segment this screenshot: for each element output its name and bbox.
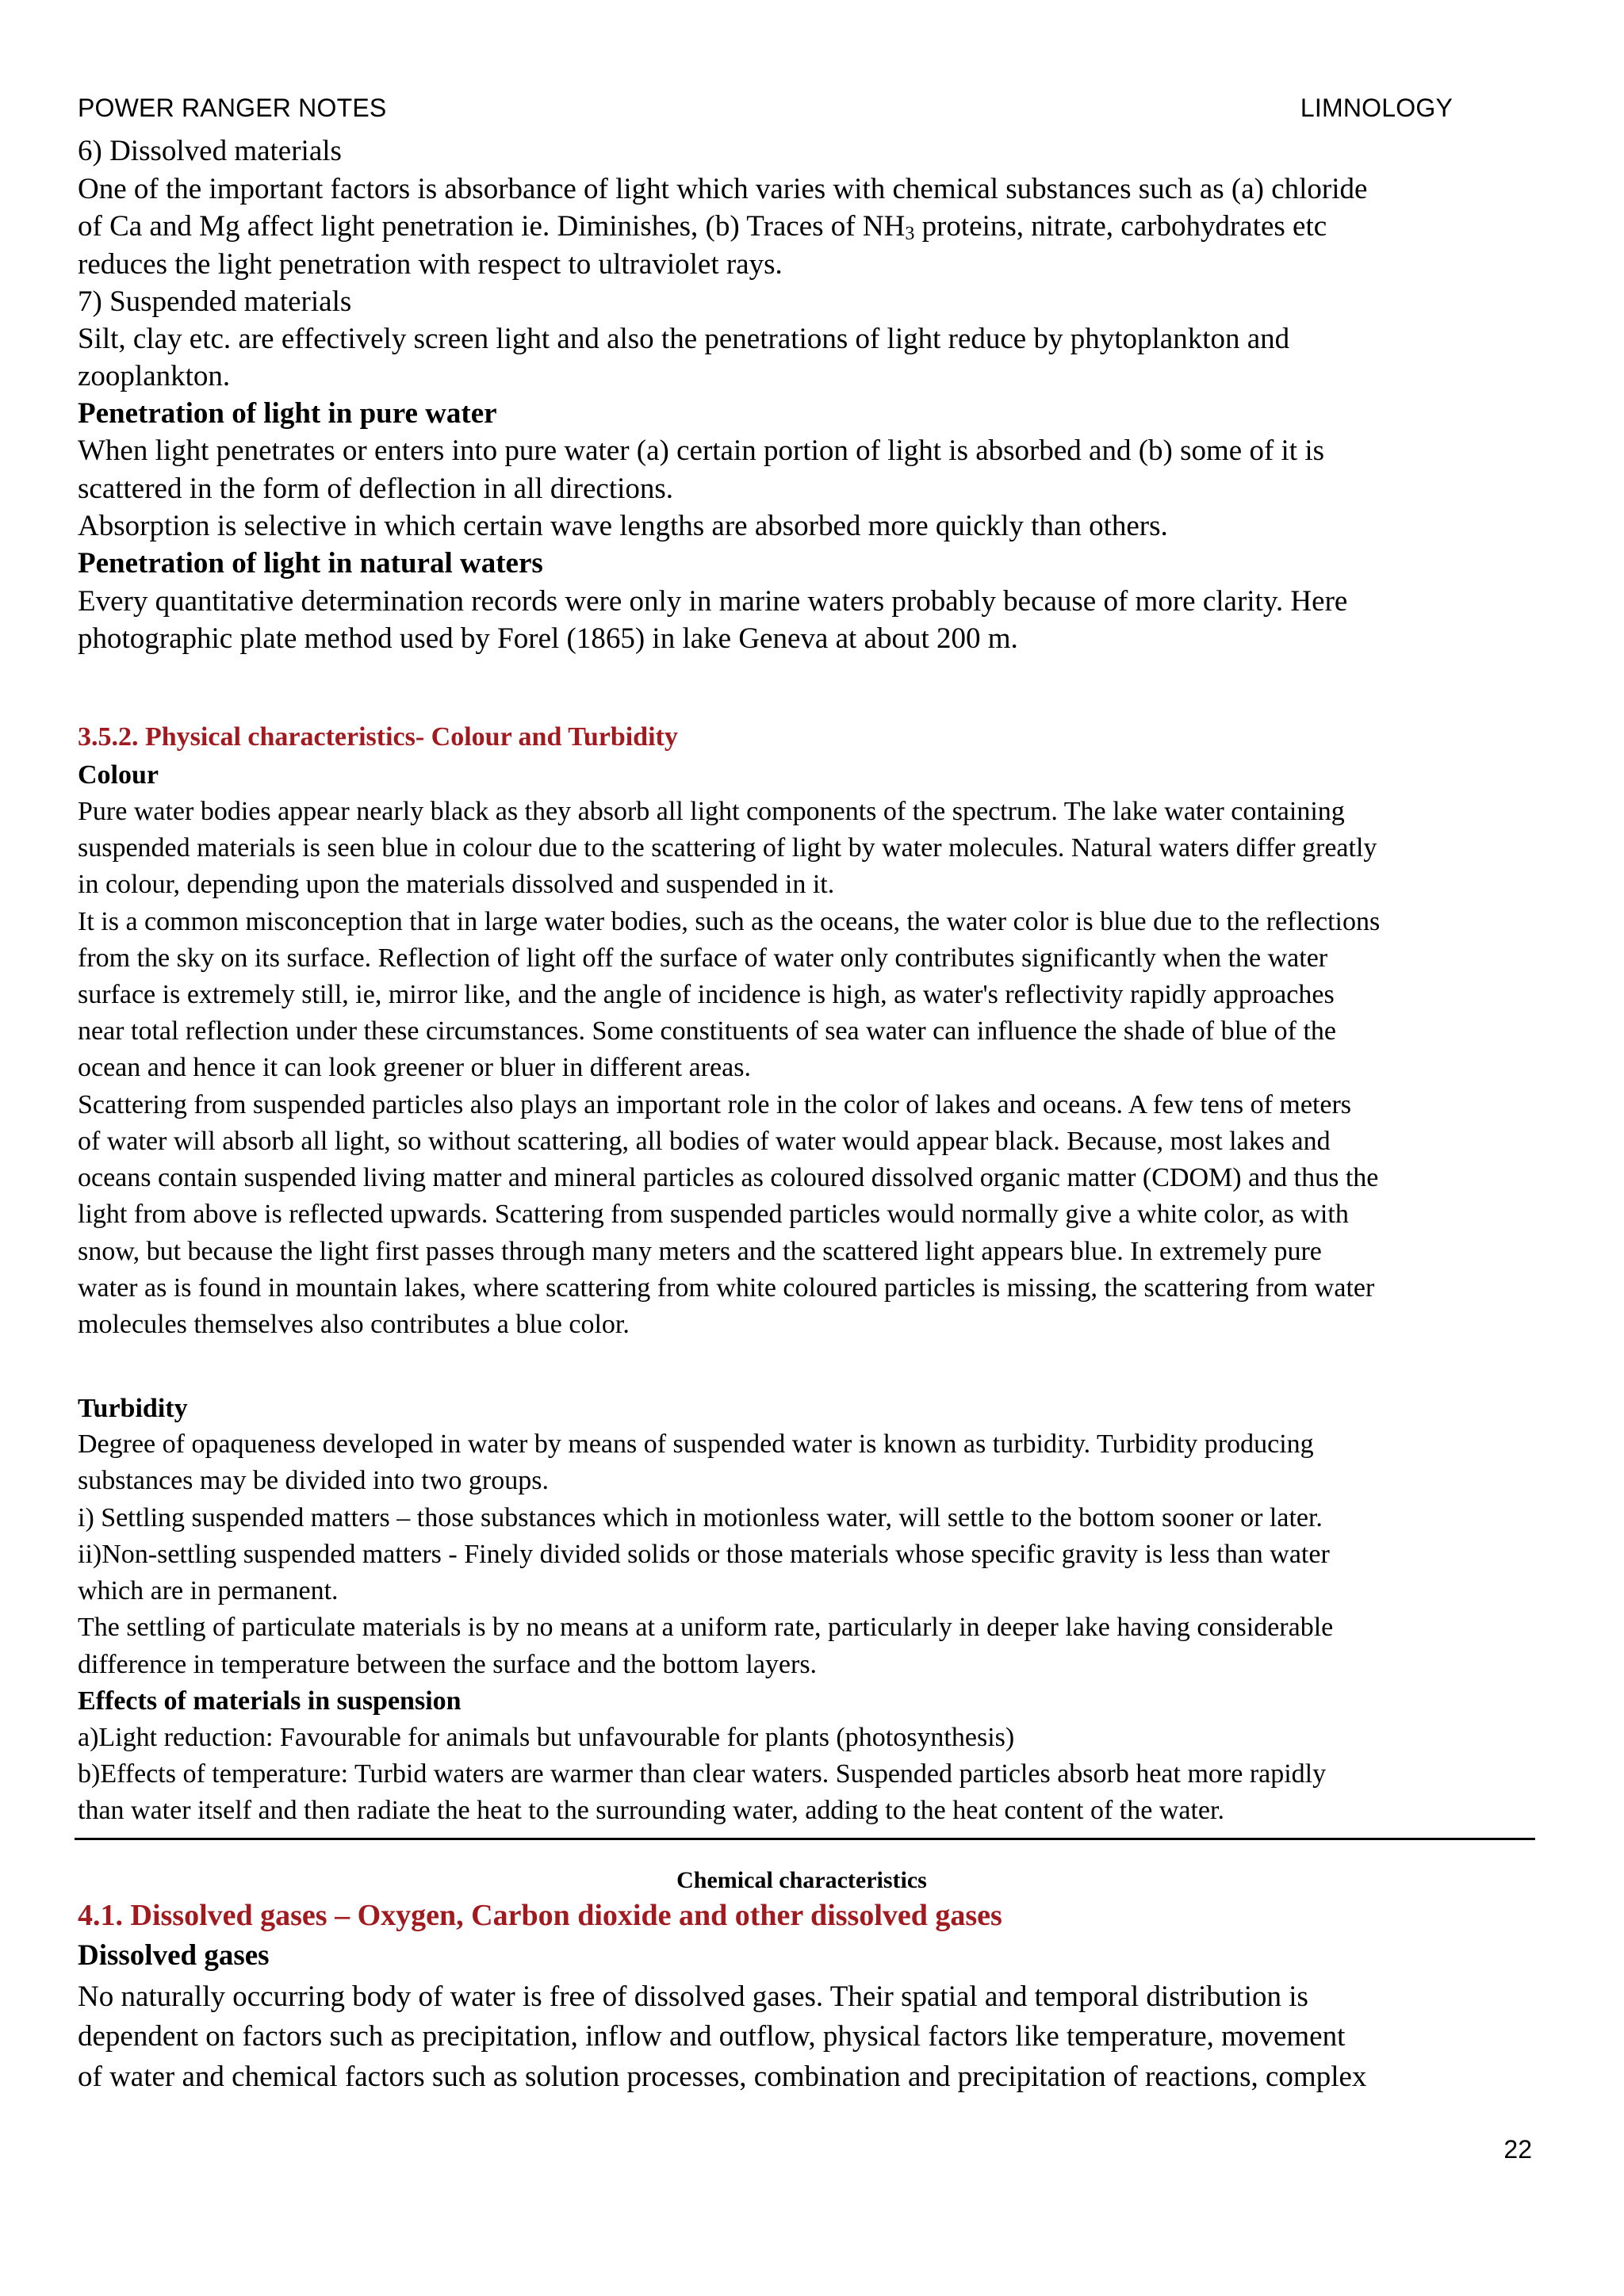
paragraph-line: ii)Non-settling suspended matters - Finely divided solids or those materials whose specific gravity is less than water xyxy=(78,1540,1330,1569)
paragraph-line: No naturally occurring body of water is free of dissolved gases. Their spatial and temporal distribution is xyxy=(78,1980,1308,2013)
page-number: 22 xyxy=(1503,2135,1532,2164)
paragraph-line: One of the important factors is absorbance of light which varies with chemical substances such as (a) chloride xyxy=(78,173,1368,205)
section-title-physical: 3.5.2. Physical characteristics- Colour and Turbidity xyxy=(78,722,678,752)
paragraph-line: It is a common misconception that in large water bodies, such as the oceans, the water color is blue due to the reflections xyxy=(78,907,1381,936)
paragraph-line: b)Effects of temperature: Turbid waters are warmer than clear waters. Suspended particles absorb heat more rapidly xyxy=(78,1759,1327,1789)
heading-pure-water: Penetration of light in pure water xyxy=(78,397,497,430)
paragraph-line: difference in temperature between the surface and the bottom layers. xyxy=(78,1650,818,1679)
paragraph-line: photographic plate method used by Forel (1865) in lake Geneva at about 200 m. xyxy=(78,622,1018,655)
item-suspended-materials: 7) Suspended materials xyxy=(78,285,352,318)
paragraph-line: substances may be divided into two groups. xyxy=(78,1466,549,1495)
paragraph-line: zooplankton. xyxy=(78,360,231,392)
paragraph-line: Scattering from suspended particles also plays an important role in the color of lakes and oceans. A few tens of meters xyxy=(78,1090,1352,1119)
paragraph-line: from the sky on its surface. Reflection of light off the surface of water only contributes significantly when the water xyxy=(78,943,1328,973)
paragraph-line: than water itself and then radiate the heat to the surrounding water, adding to the heat content of the water. xyxy=(78,1796,1224,1825)
section-title-dissolved-gases: 4.1. Dissolved gases – Oxygen, Carbon dioxide and other dissolved gases xyxy=(78,1899,1002,1932)
heading-turbidity: Turbidity xyxy=(78,1394,188,1423)
paragraph-line: oceans contain suspended living matter and mineral particles as coloured dissolved organic matter (CDOM) and thus the xyxy=(78,1163,1379,1192)
paragraph-line: a)Light reduction: Favourable for animals but unfavourable for plants (photosynthesis) xyxy=(78,1723,1015,1752)
paragraph-line: which are in permanent. xyxy=(78,1576,339,1605)
running-header-right: LIMNOLOGY xyxy=(1300,94,1453,122)
paragraph-line: in colour, depending upon the materials dissolved and suspended in it. xyxy=(78,870,835,899)
paragraph-line: of water will absorb all light, so without scattering, all bodies of water would appear black. Because, most lakes and xyxy=(78,1127,1331,1156)
paragraph-line: ocean and hence it can look greener or bluer in different areas. xyxy=(78,1053,751,1082)
heading-effects: Effects of materials in suspension xyxy=(78,1686,462,1716)
paragraph-line: i) Settling suspended matters – those substances which in motionless water, will settle to the bottom sooner or later. xyxy=(78,1503,1323,1533)
item-dissolved-materials: 6) Dissolved materials xyxy=(78,135,342,167)
paragraph-line: reduces the light penetration with respect to ultraviolet rays. xyxy=(78,248,783,281)
paragraph-line: Every quantitative determination records were only in marine waters probably because of more clarity. Here xyxy=(78,585,1348,618)
paragraph-line: When light penetrates or enters into pure water (a) certain portion of light is absorbed and (b) some of it is xyxy=(78,434,1325,467)
paragraph-line: Degree of opaqueness developed in water by means of suspended water is known as turbidity. Turbidity producing xyxy=(78,1429,1314,1459)
paragraph-line: snow, but because the light first passes through many meters and the scattered light appears blue. In extremely pure xyxy=(78,1237,1322,1266)
paragraph-line: of water and chemical factors such as solution processes, combination and precipitation of reactions, complex xyxy=(78,2061,1367,2093)
paragraph-line: Absorption is selective in which certain wave lengths are absorbed more quickly than others. xyxy=(78,510,1168,542)
paragraph-line: dependent on factors such as precipitation, inflow and outflow, physical factors like temperature, movement xyxy=(78,2020,1346,2053)
horizontal-rule xyxy=(75,1838,1535,1840)
paragraph-line: of Ca and Mg affect light penetration ie. Diminishes, (b) Traces of $NH_3$ proteins, nitrate, carbohydrates etc xyxy=(78,210,1327,244)
heading-natural-waters: Penetration of light in natural waters xyxy=(78,547,543,580)
paragraph-line: Pure water bodies appear nearly black as they absorb all light components of the spectrum. The lake water containing xyxy=(78,797,1345,826)
paragraph-line: near total reflection under these circumstances. Some constituents of sea water can influence the shade of blue of the xyxy=(78,1016,1336,1046)
paragraph-line: water as is found in mountain lakes, where scattering from white coloured particles is missing, the scattering from water xyxy=(78,1273,1375,1303)
centered-heading-chemical: Chemical characteristics xyxy=(676,1867,927,1893)
running-header-left: POWER RANGER NOTES xyxy=(78,94,387,122)
paragraph-line: surface is extremely still, ie, mirror like, and the angle of incidence is high, as water's reflectivity rapidly approaches xyxy=(78,980,1335,1009)
paragraph-line: suspended materials is seen blue in colour due to the scattering of light by water molecules. Natural waters differ greatly xyxy=(78,833,1377,863)
paragraph-line: light from above is reflected upwards. Scattering from suspended particles would normally give a white color, as with xyxy=(78,1200,1349,1229)
paragraph-line: molecules themselves also contributes a blue color. xyxy=(78,1310,630,1339)
paragraph-line: scattered in the form of deflection in all directions. xyxy=(78,473,674,505)
paragraph-line: Silt, clay etc. are effectively screen light and also the penetrations of light reduce by phytoplankton and xyxy=(78,323,1290,355)
paragraph-line: The settling of particulate materials is by no means at a uniform rate, particularly in deeper lake having considerable xyxy=(78,1613,1334,1642)
heading-colour: Colour xyxy=(78,760,159,790)
heading-dissolved-gases: Dissolved gases xyxy=(78,1939,270,1972)
